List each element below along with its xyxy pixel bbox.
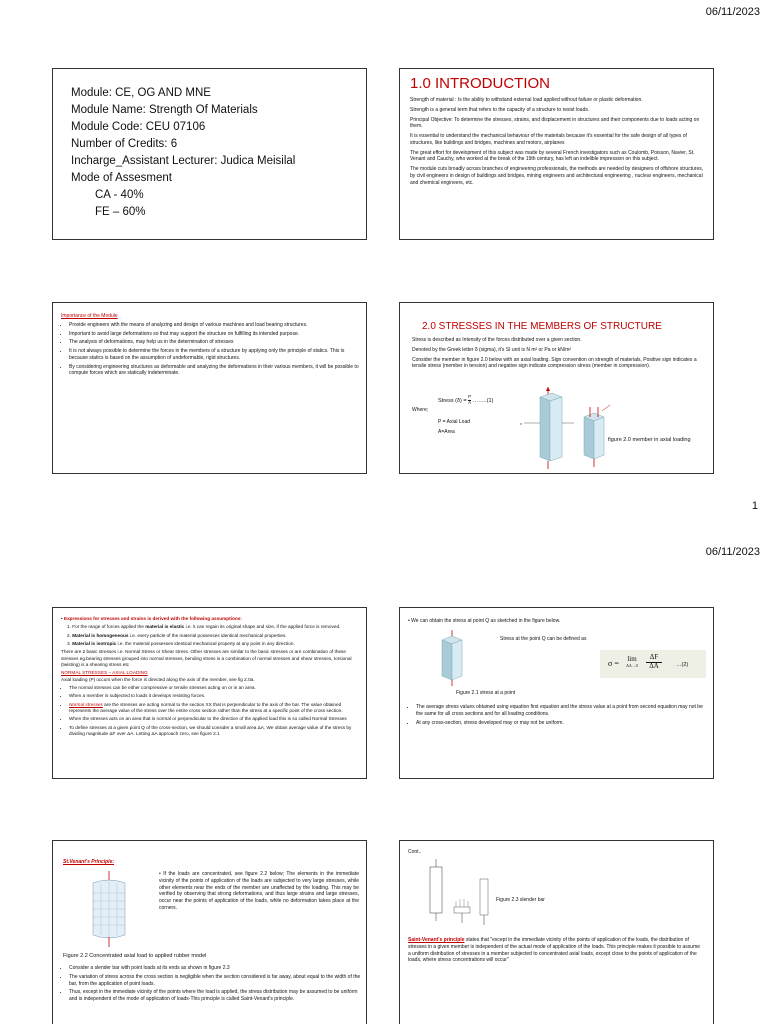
list-item: • It is not always possible to determine the forces in the members of a structure by applying only the principle of statics. This is because statics is based on the assumption of undeformable, rigid structures. — [69, 348, 361, 362]
principle-term: Saint-Venant's principle — [408, 937, 465, 943]
equation-number: …(2) — [676, 662, 689, 668]
assumption-text: i.e. it can regain its original shape and size, if the applied force is removed. — [184, 624, 341, 630]
bullet-list — [61, 685, 361, 737]
list-item: • The normal stresses can be either compressive or tensile stresses acting on or in an area. — [69, 685, 361, 691]
formula-denominator: ΔA — [649, 661, 659, 670]
assumption-item: 3. Material is isotropic i.e. the material possesses identical mechanical property at any point in any direction. — [67, 641, 295, 647]
main-bullet: • If the loads are concentrated, see figure 2.2 below; The elements in the immediate vicinity of the points of application of the loads are subjected to very large stresses, while other elements near the ends of the member are unaffected by the loading. This may be verified by observing that strong deformations, and thus large strains and large stresses, occur near the points of application of the loads, while no deformation takes place at the corners. — [159, 871, 360, 911]
emphasis-text: Normal stresses — [69, 701, 103, 707]
figure-caption: Figure 2.2 Concentrated axial load to applied rubber model — [63, 953, 207, 959]
section-heading: St.Venant's Principle: — [63, 859, 115, 865]
axial-loading-figure — [518, 387, 628, 469]
paragraph: The module cuts broadly across branches of engineering professionals, the methods are needed by designers of offshore structures, by civil engineers in design of buildings and bridges, mining engineers and architectural engineering , nuclear engineers, mechanical and chemical engineers, etc. — [410, 166, 704, 186]
paragraph: Denoted by the Greek letter δ (sigma), it's SI unit is N m² or Pa or kN/m² — [412, 346, 572, 353]
slide-title: 2.0 STRESSES IN THE MEMBERS OF STRUCTURE — [422, 321, 662, 332]
assumption-text: For the range of forces applied the — [72, 624, 146, 630]
assumption-bold: material is elastic — [145, 624, 185, 630]
slide-body — [61, 313, 361, 379]
slide-body — [61, 616, 361, 740]
list-item: • Provide engineers with the means of analyzing and design of various machines and load bearing structures. — [69, 322, 361, 329]
bullet-list — [61, 965, 361, 1003]
formula-limit — [622, 655, 642, 668]
rubber-model-figure — [79, 871, 139, 947]
stress-label: Stress at the point Q can be defined as — [500, 636, 587, 642]
assumptions-heading-row: • Expressions for stresses and strains is derived with the following assumptions: — [61, 616, 242, 621]
bullet-list — [61, 322, 361, 377]
slide-continued — [399, 840, 714, 1024]
list-item: • When the stresses acts on an area that is normal or perpendicular to the direction of the applied load this is so called Normal Stresses — [69, 716, 361, 722]
list-item: • When a member is subjected to loads it develops resisting forces. — [69, 693, 361, 699]
a-definition: A=Area — [438, 429, 455, 435]
paragraph: There are 2 basic stresses i.e. Normal Stress or Shear stress. Other stresses are similar to the basic stresses or are combination of these stresses eg.bearing stresses grouped into normal stresses, bending stress is a combination of normal stresses and shear stresses, torsional (twisting) is a shearing stress etc — [61, 649, 352, 668]
paragraph: The great effort for development of this subject was made by several French investigators such as Coulomb, Poisson, Navier, St. Venant and Cauchy, who worked at the break of the 19th century, has left an indelible impression on this subject. — [410, 149, 695, 163]
item-text: are the stresses are acting normal to the section XX that is perpendicular to the axis of the bar. The value obtained represents the average value of the stress over the entire cross section rather than the stress at a specific point of the cross section. — [69, 701, 343, 714]
svg-text:x: x — [520, 421, 522, 426]
slide-body — [61, 965, 361, 1005]
list-item: • At any cross-section, stress developed may or may not be uniform. — [416, 720, 706, 727]
page-number: 1 — [751, 500, 758, 512]
module-name-line: Module Name: Strength Of Materials — [71, 104, 258, 116]
section-heading: Importance of the Module — [61, 313, 118, 319]
p-definition: P = Axial Load — [438, 419, 471, 425]
slide-title: 1.0 INTRODUCTION — [410, 75, 551, 92]
credits-line: Number of Credits: 6 — [71, 138, 178, 150]
slide-importance — [52, 302, 367, 474]
slide-st-venant — [52, 840, 367, 1024]
formula-numerator: P — [468, 394, 472, 399]
formula-suffix: ……..(1) — [471, 397, 494, 404]
formula-prefix: Stress (δ) = — [438, 397, 469, 404]
paragraph: Strength of material : Is the ability to withstand external load applied without failure or plastic deformation. — [410, 97, 643, 103]
section-heading: NORMAL STRESSES – AXIAL LOADING — [61, 670, 148, 676]
slide-stress-at-point — [399, 607, 714, 779]
formula-denominator: A — [468, 399, 472, 405]
limit-text: lim — [627, 655, 637, 663]
stress-formula-box — [600, 650, 706, 678]
paragraph: Stress is described as Intensity of the forces distributed over a given section. — [412, 337, 582, 343]
list-item: • Important to avoid large deformations so that may support the structure on fulfilling its intended purpose. — [69, 331, 361, 338]
formula-sigma: σ = — [608, 659, 619, 668]
where-label: Where; — [412, 407, 429, 413]
slide-assumptions — [52, 607, 367, 779]
figure-caption: Figure 2.1 stress at a point — [456, 690, 516, 696]
paragraph: Strength is a general term that refers to the capacity of a structure to resist loads. — [410, 106, 590, 113]
list-item: • The analysis of deformations, may help us in the determination of stresses — [69, 339, 361, 346]
slide-stresses — [399, 302, 714, 474]
formula-numerator: ΔF — [646, 654, 662, 663]
slide-body — [410, 97, 706, 189]
main-bullet-text: If the loads are concentrated, see figure 2.2 below; The elements in the immediate vicinity of the points of application of the loads are subjected to very large stresses, while other elements near the ends of the member are unaffected by the loading. This may be verified by observing that strong deformations, and thus large strains and large stresses, occur near the points of application of the loads, while no deformation takes place at the corners. — [159, 871, 360, 911]
list-item — [69, 702, 361, 715]
list-item: • The average stress values obtained using equation first equation and the stress value at a point from second equation may not be the same for all cross sections and for all loading conditions. — [416, 704, 706, 718]
slide-introduction — [399, 68, 714, 240]
slide-body — [412, 337, 704, 373]
intro-text: • We can obtain the stress at point Q as sketched in the figure below. — [408, 618, 561, 624]
assessment-line: Mode of Assesment — [71, 172, 172, 184]
module-line: Module: CE, OG AND MNE — [71, 87, 211, 99]
list-item: • Thus, except in the immediate vicinity of the points where the load is applied, the stress distribution may be assumed to be uniform and is independent of the mode of application of loads-This principle is called Saint-Venant's principle. — [69, 989, 361, 1003]
limit-subscript: ΔA→0 — [626, 663, 638, 668]
assumption-text: i.e. the material possesses identical mechanical property at any point in any direction. — [116, 641, 295, 647]
figure-caption: figure 2.0 member in axial loading — [608, 437, 691, 443]
assumption-item: 2. Material is homogeneous i.e. every particle of the material possesses identical mechanical properties. — [67, 632, 287, 638]
fe-line: FE – 60% — [95, 206, 146, 218]
stress-point-figure — [434, 630, 474, 686]
paragraph: Consider the member in figure 2.0 below with an axial loading. Sign convention on strength of materials, Positive sign indicates a tensile stress (member in tension) and negative sign indicate compression stress (member in compression). — [412, 356, 697, 370]
ca-line: CA - 40% — [95, 189, 144, 201]
slender-bar-figure — [418, 859, 494, 937]
bullet-list — [408, 704, 706, 726]
page-date: 06/11/2023 — [705, 6, 760, 18]
module-code-line: Module Code: CEU 07106 — [71, 121, 206, 133]
slide-module-info — [52, 68, 367, 240]
paragraph: Axial loading (P) occurs when the force is directed along the axis of the member, see fig 2.0a. — [61, 676, 255, 682]
figure-caption: Figure 2.3 slender bar — [496, 897, 545, 903]
stress-formula — [438, 395, 493, 406]
assumption-bold: Material is isotropic — [72, 641, 117, 647]
paragraph: Principal Objective: To determine the stresses, strains, and displacement in structures and their components due to loads acting on them. — [410, 116, 700, 130]
cont-label: Cont.. — [408, 849, 422, 855]
paragraph: It is essential to understand the mechanical behaviour of the materials because it's essential for the safe design of all types of structures, like buildings and bridges, machines and motors, airplanes — [410, 133, 687, 146]
principle-text: states that "except in the immediate vicinity of the points of application of the loads, the distribution of stresses in a given member is independent of the actual mode of application of the loads. This principle makes it possible to assume a uniform distribution of stresses in a member subjected to concentrated axial loads, except close to the points of application of the loads, where stress concentrations will occur" — [408, 937, 701, 964]
assumptions-heading: Expressions for stresses and strains is derived with the following assumptions: — [63, 616, 242, 621]
assumption-text: i.e. every particle of the material possesses identical mechanical properties. — [128, 632, 287, 638]
principle-text-block — [408, 937, 704, 964]
intro-sentence: We can obtain the stress at point Q as sketched in the figure below. — [411, 618, 561, 624]
list-item: • To define stresses at a given point Q of the cross-section, we should consider a small area ΔA. We obtain average value of the stress by dividing magnitude ΔF over ΔA. Letting ΔA approach zero, see figure 2.1 — [69, 725, 361, 738]
assumption-item: 1. For the range of forces applied the material is elastic i.e. it can regain its original shape and size, if the applied force is removed. — [67, 624, 341, 630]
lecturer-line: Incharge_Assistant Lecturer: Judica Meisilal — [71, 155, 296, 167]
page-date: 06/11/2023 — [705, 546, 760, 558]
formula-fraction — [646, 654, 662, 670]
list-item: • The variation of stress across the cross section is negligible when the section considered is far away, about equal to the width of the bar, from the application of point loads. — [69, 974, 361, 988]
list-item: • Consider a slender bar with point loads at its ends as shown in figure 2.3 — [69, 965, 361, 972]
list-item: • By considering engineering structures as deformable and analyzing the deformations in their various members, it will be possible to compute forces which are statically indeterminate. — [69, 364, 361, 378]
assumption-bold: Material is homogeneous — [72, 632, 129, 638]
slide-body — [408, 704, 706, 728]
